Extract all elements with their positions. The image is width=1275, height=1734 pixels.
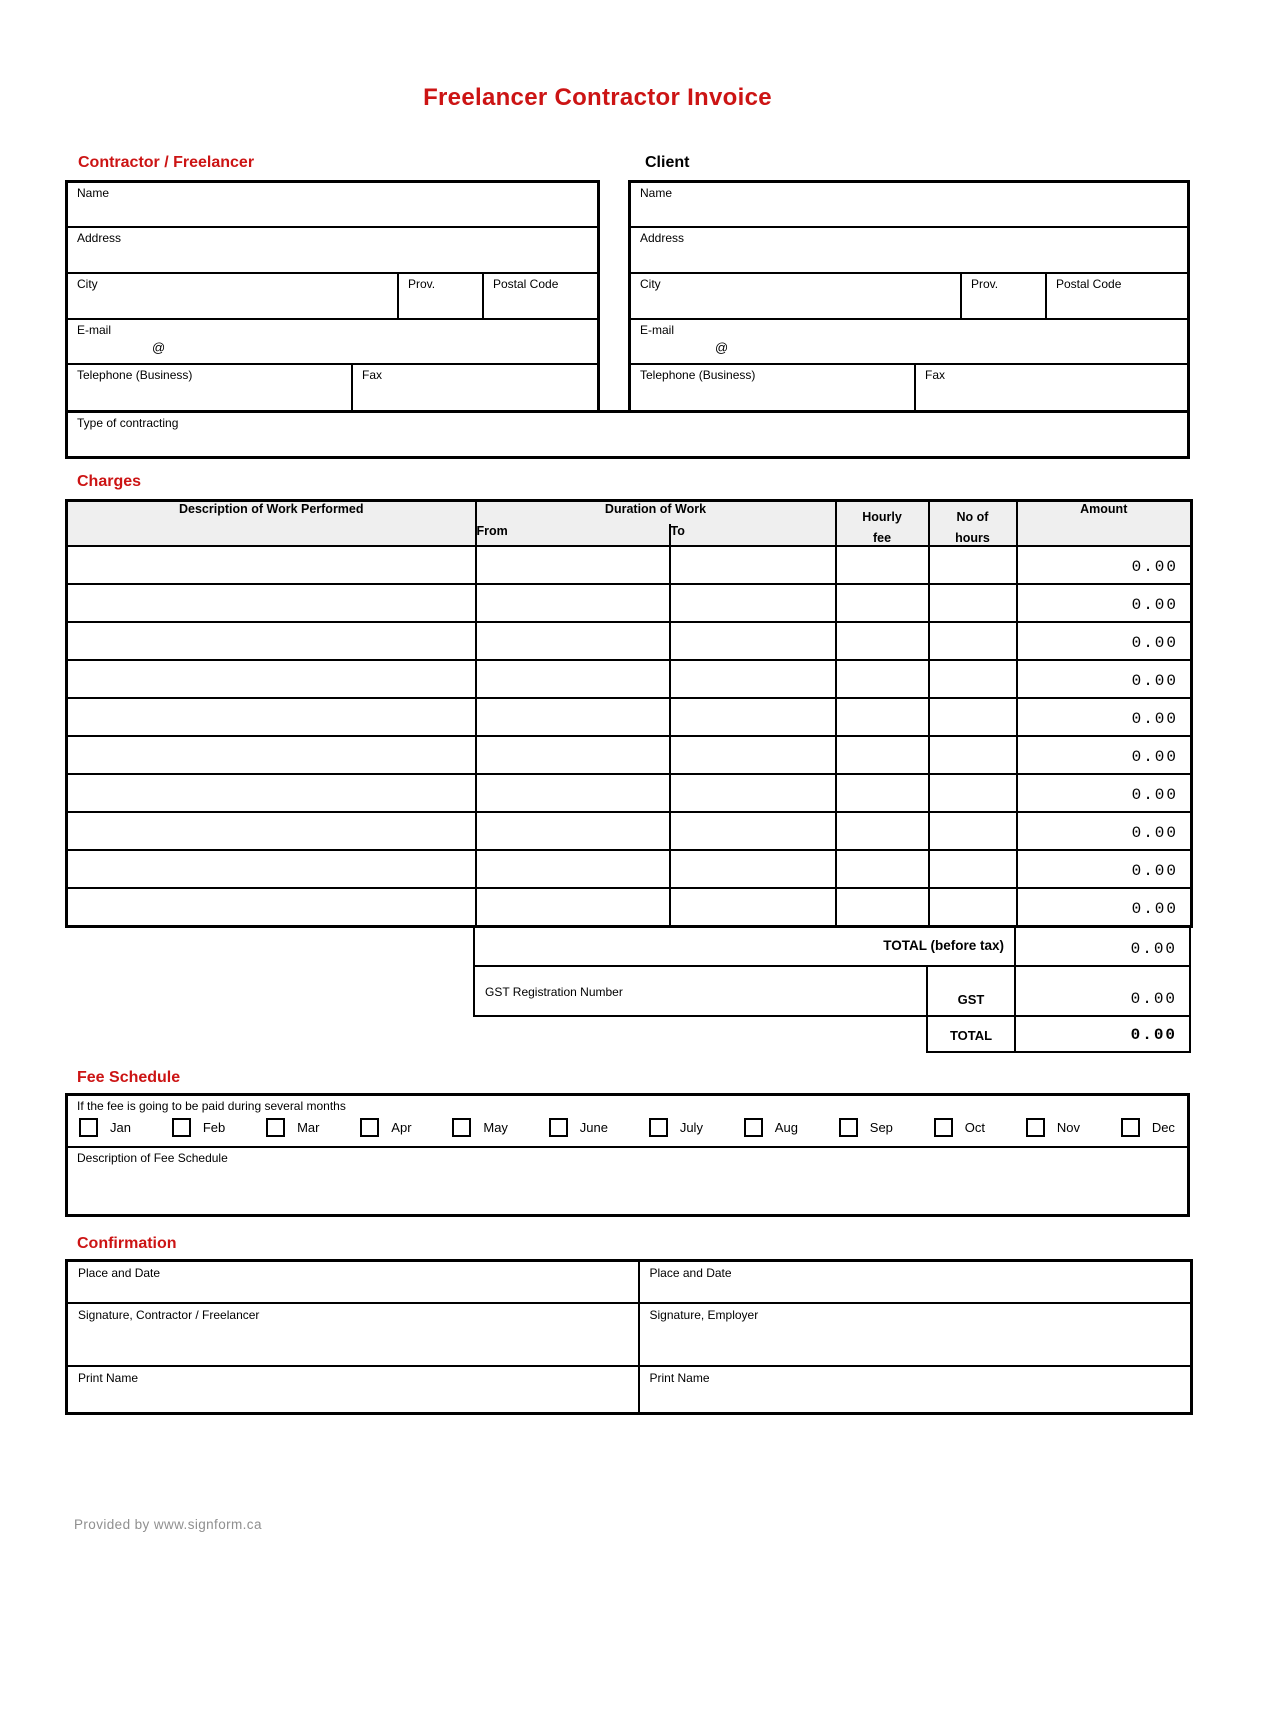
month-label: Aug <box>774 1119 798 1135</box>
contractor-city-label: City <box>77 277 98 291</box>
contractor-prov-label: Prov. <box>408 277 436 291</box>
charge-amount-value: 0.00 <box>1017 736 1192 774</box>
month-dec <box>1121 1118 1175 1137</box>
col-header-description: Description of Work Performed <box>67 501 476 547</box>
at-sign: @ <box>152 340 166 355</box>
contractor-place-date-field[interactable] <box>67 1260 639 1303</box>
charge-from-field[interactable] <box>476 888 670 926</box>
charge-amount-value: 0.00 <box>1017 888 1192 926</box>
client-telephone-field[interactable] <box>631 365 914 410</box>
contractor-print-name-field[interactable] <box>67 1366 639 1413</box>
charge-description-field[interactable] <box>67 546 476 584</box>
client-address-field[interactable] <box>631 228 1187 272</box>
fee-schedule-box <box>65 1093 1190 1217</box>
charge-hourly-fee-field[interactable] <box>836 888 929 926</box>
charge-hourly-fee-field[interactable] <box>836 584 929 622</box>
month-checkbox-oct[interactable] <box>934 1118 953 1137</box>
contractor-address-label: Address <box>77 231 122 245</box>
spacer <box>65 966 474 1016</box>
charge-to-field[interactable] <box>670 660 836 698</box>
charge-amount-value: 0.00 <box>1017 812 1192 850</box>
charge-row <box>67 546 1192 584</box>
charges-totals <box>65 925 1191 1053</box>
month-checkbox-feb[interactable] <box>172 1118 191 1137</box>
invoice-form <box>0 84 1190 1532</box>
charge-amount-value: 0.00 <box>1017 698 1192 736</box>
charge-description-field[interactable] <box>67 736 476 774</box>
month-checkbox-row <box>77 1118 1177 1137</box>
charge-to-field[interactable] <box>670 622 836 660</box>
page-title: Freelancer Contractor Invoice <box>423 84 772 111</box>
charge-description-field[interactable] <box>67 622 476 660</box>
charge-no-of-hours-field[interactable] <box>929 546 1017 584</box>
contractor-address-field[interactable] <box>68 228 597 272</box>
party-headings <box>65 154 1190 172</box>
month-oct <box>934 1118 985 1137</box>
month-checkbox-june[interactable] <box>549 1118 568 1137</box>
contractor-section-heading: Contractor / Freelancer <box>78 154 255 171</box>
month-checkbox-apr[interactable] <box>360 1118 379 1137</box>
col-header-duration: Duration of Work <box>476 501 836 524</box>
charge-description-field[interactable] <box>67 850 476 888</box>
charge-amount-value: 0.00 <box>1017 660 1192 698</box>
month-sep <box>839 1118 893 1137</box>
charge-no-of-hours-field[interactable] <box>929 698 1017 736</box>
month-label: Nov <box>1056 1119 1080 1135</box>
client-city-field[interactable] <box>631 274 960 318</box>
charge-amount-value: 0.00 <box>1017 850 1192 888</box>
charge-from-field[interactable] <box>476 774 670 812</box>
month-checkbox-jan[interactable] <box>79 1118 98 1137</box>
charge-description-field[interactable] <box>67 660 476 698</box>
charge-no-of-hours-field[interactable] <box>929 812 1017 850</box>
gst-label: GST <box>927 966 1015 1016</box>
month-checkbox-may[interactable] <box>452 1118 471 1137</box>
contractor-telephone-field[interactable] <box>68 365 351 410</box>
client-name-field[interactable] <box>631 183 1187 226</box>
month-jan <box>79 1118 131 1137</box>
charge-row <box>67 774 1192 812</box>
contractor-place-date-label: Place and Date <box>78 1265 161 1280</box>
charge-row <box>67 850 1192 888</box>
contractor-city-field[interactable] <box>68 274 397 318</box>
month-label: Dec <box>1151 1119 1175 1135</box>
charge-no-of-hours-field[interactable] <box>929 850 1017 888</box>
charge-from-field[interactable] <box>476 812 670 850</box>
charge-amount-value: 0.00 <box>1017 584 1192 622</box>
month-apr <box>360 1118 411 1137</box>
month-checkbox-sep[interactable] <box>839 1118 858 1137</box>
charge-no-of-hours-field[interactable] <box>929 736 1017 774</box>
col-header-amount: Amount <box>1017 501 1192 547</box>
charge-from-field[interactable] <box>476 736 670 774</box>
charge-from-field[interactable] <box>476 850 670 888</box>
charges-section-heading: Charges <box>77 473 142 490</box>
charge-no-of-hours-field[interactable] <box>929 584 1017 622</box>
client-prov-field[interactable] <box>960 274 1045 318</box>
charge-from-field[interactable] <box>476 660 670 698</box>
confirmation-section-heading: Confirmation <box>77 1234 177 1252</box>
charge-description-field[interactable] <box>67 812 476 850</box>
charge-from-field[interactable] <box>476 546 670 584</box>
charge-to-field[interactable] <box>670 546 836 584</box>
contractor-name-field[interactable] <box>68 183 597 226</box>
month-checkbox-mar[interactable] <box>266 1118 285 1137</box>
charge-row <box>67 888 1192 926</box>
charge-to-field[interactable] <box>670 774 836 812</box>
month-checkbox-nov[interactable] <box>1026 1118 1045 1137</box>
month-label: May <box>483 1119 508 1135</box>
charge-to-field[interactable] <box>670 888 836 926</box>
fee-schedule-note: If the fee is going to be paid during several months <box>77 1098 346 1113</box>
charge-row <box>67 660 1192 698</box>
provider-footer: Provided by www.signform.ca <box>74 1516 262 1532</box>
charge-description-field[interactable] <box>67 584 476 622</box>
contractor-name-label: Name <box>77 186 110 200</box>
contractor-signature-field[interactable] <box>67 1303 639 1366</box>
client-address-label: Address <box>640 231 685 245</box>
charge-hourly-fee-field[interactable] <box>836 698 929 736</box>
charge-to-field[interactable] <box>670 812 836 850</box>
charge-from-field[interactable] <box>476 584 670 622</box>
contractor-email-label: E-mail <box>77 323 112 337</box>
client-postal-code-label: Postal Code <box>1056 277 1122 291</box>
fee-schedule-description-field[interactable] <box>68 1148 1187 1214</box>
gst-value: 0.00 <box>1015 966 1190 1016</box>
month-june <box>549 1118 608 1137</box>
charge-hourly-fee-field[interactable] <box>836 546 929 584</box>
charge-amount-value: 0.00 <box>1017 546 1192 584</box>
charge-hourly-fee-field[interactable] <box>836 622 929 660</box>
fee-schedule-months <box>68 1096 1187 1148</box>
contractor-telephone-label: Telephone (Business) <box>77 368 193 382</box>
employer-signature-field[interactable] <box>639 1303 1192 1366</box>
month-label: Apr <box>391 1119 412 1135</box>
charge-to-field[interactable] <box>670 850 836 888</box>
charge-no-of-hours-field[interactable] <box>929 660 1017 698</box>
charges-table <box>65 499 1193 928</box>
total-before-tax-label: TOTAL (before tax) <box>474 926 1015 966</box>
col-header-to: To <box>670 524 836 546</box>
client-telephone-label: Telephone (Business) <box>640 368 756 382</box>
month-may <box>452 1118 508 1137</box>
spacer <box>65 926 474 966</box>
month-checkbox-dec[interactable] <box>1121 1118 1140 1137</box>
charge-hourly-fee-field[interactable] <box>836 736 929 774</box>
charge-hourly-fee-field[interactable] <box>836 850 929 888</box>
month-nov <box>1026 1118 1080 1137</box>
client-place-date-field[interactable] <box>639 1260 1192 1303</box>
client-prov-label: Prov. <box>971 277 999 291</box>
charge-hourly-fee-field[interactable] <box>836 774 929 812</box>
charge-row <box>67 736 1192 774</box>
month-feb <box>172 1118 225 1137</box>
contractor-fax-label: Fax <box>362 368 383 382</box>
charge-row <box>67 698 1192 736</box>
month-label: Sep <box>869 1119 893 1135</box>
month-july <box>649 1118 703 1137</box>
charge-from-field[interactable] <box>476 698 670 736</box>
charge-no-of-hours-field[interactable] <box>929 774 1017 812</box>
total-value: 0.00 <box>1015 1016 1190 1052</box>
month-label: Oct <box>964 1119 985 1135</box>
charge-from-field[interactable] <box>476 622 670 660</box>
month-label: Feb <box>202 1119 226 1135</box>
at-sign: @ <box>715 340 729 355</box>
employer-signature-label: Signature, Employer <box>649 1308 759 1322</box>
total-label: TOTAL <box>927 1016 1015 1052</box>
contractor-prov-field[interactable] <box>397 274 482 318</box>
confirmation-table <box>65 1259 1193 1415</box>
charge-to-field[interactable] <box>670 698 836 736</box>
contractor-table <box>65 180 600 413</box>
charge-row <box>67 584 1192 622</box>
fee-schedule-section-heading: Fee Schedule <box>77 1068 181 1086</box>
client-section-heading: Client <box>645 154 690 171</box>
contractor-postal-code-field[interactable] <box>482 274 597 318</box>
client-print-name-label: Print Name <box>649 1371 710 1385</box>
client-name-label: Name <box>640 186 673 200</box>
charge-description-field[interactable] <box>67 888 476 926</box>
month-label: Jan <box>110 1119 131 1135</box>
client-city-label: City <box>640 277 661 291</box>
month-label: Mar <box>297 1119 320 1135</box>
month-checkbox-aug[interactable] <box>744 1118 763 1137</box>
contractor-signature-label: Signature, Contractor / Freelancer <box>78 1308 260 1322</box>
charge-amount-value: 0.00 <box>1017 774 1192 812</box>
client-postal-code-field[interactable] <box>1045 274 1187 318</box>
gst-registration-number-label: GST Registration Number <box>485 985 623 999</box>
contractor-email-field[interactable] <box>68 320 597 363</box>
charge-amount-value: 0.00 <box>1017 622 1192 660</box>
charge-no-of-hours-field[interactable] <box>929 622 1017 660</box>
charge-no-of-hours-field[interactable] <box>929 888 1017 926</box>
total-before-tax-value: 0.00 <box>1015 926 1190 966</box>
month-label: July <box>679 1119 703 1135</box>
spacer <box>65 1016 927 1052</box>
contractor-print-name-label: Print Name <box>78 1371 139 1385</box>
contractor-fax-field[interactable] <box>351 365 597 410</box>
fee-schedule-description-label: Description of Fee Schedule <box>77 1150 228 1165</box>
client-place-date-label: Place and Date <box>649 1265 732 1280</box>
col-header-no-of-hours: No of hours <box>929 501 1017 547</box>
charge-hourly-fee-field[interactable] <box>836 812 929 850</box>
charge-hourly-fee-field[interactable] <box>836 660 929 698</box>
contractor-postal-code-label: Postal Code <box>493 277 559 291</box>
party-tables <box>65 180 1190 413</box>
type-of-contracting-field[interactable] <box>65 410 1190 459</box>
month-aug <box>744 1118 798 1137</box>
col-header-from: From <box>476 524 670 546</box>
month-mar <box>266 1118 319 1137</box>
col-header-hourly-fee: Hourly fee <box>836 501 929 547</box>
month-label: June <box>579 1119 608 1135</box>
client-email-label: E-mail <box>640 323 675 337</box>
month-checkbox-july[interactable] <box>649 1118 668 1137</box>
charge-to-field[interactable] <box>670 736 836 774</box>
client-print-name-field[interactable] <box>639 1366 1192 1413</box>
charge-row <box>67 622 1192 660</box>
charge-to-field[interactable] <box>670 584 836 622</box>
charge-description-field[interactable] <box>67 698 476 736</box>
client-email-field[interactable] <box>631 320 1187 363</box>
gst-registration-number-field[interactable] <box>474 966 927 1016</box>
charge-description-field[interactable] <box>67 774 476 812</box>
client-table <box>628 180 1190 413</box>
client-fax-field[interactable] <box>914 365 1187 410</box>
charge-row <box>67 812 1192 850</box>
type-of-contracting-label: Type of contracting <box>77 416 179 430</box>
client-fax-label: Fax <box>925 368 946 382</box>
